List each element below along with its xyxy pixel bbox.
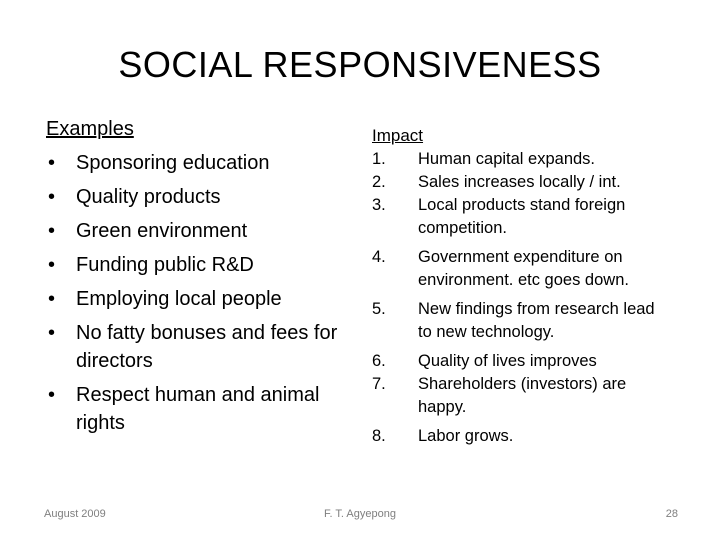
examples-column (46, 118, 356, 443)
item-text: Sales increases locally / int. (418, 173, 621, 191)
item-number: 6. (372, 352, 386, 370)
list-item (372, 246, 672, 292)
impact-heading: Impact (372, 126, 424, 145)
list-item (372, 373, 672, 419)
item-text: Quality of lives improves (418, 352, 597, 370)
list-item: • No fatty bonuses and fees for directors (46, 319, 356, 375)
bullet-icon: • (48, 322, 56, 344)
list-item: • Respect human and animal rights (46, 381, 356, 437)
item-text: Shareholders (investors) are happy. (418, 375, 627, 416)
item-number: 4. (372, 248, 386, 266)
examples-heading: Examples (46, 118, 134, 140)
list-item (372, 194, 672, 240)
item-number: 5. (372, 300, 386, 318)
item-number: 1. (372, 150, 386, 168)
item-text: Labor grows. (418, 427, 514, 445)
bullet-icon: • (48, 384, 56, 406)
item-number: 7. (372, 375, 386, 393)
slide-title: SOCIAL RESPONSIVENESS (118, 44, 602, 85)
item-text: Human capital expands. (418, 150, 596, 168)
impact-column (372, 126, 672, 448)
bullet-icon: • (48, 254, 56, 276)
item-text: Government expenditure on environment. etc goes down. (418, 248, 629, 289)
list-item: • Quality products (46, 183, 356, 211)
item-text: Local products stand foreign competition. (418, 196, 626, 237)
list-item (372, 148, 672, 171)
list-item: • Green environment (46, 217, 356, 245)
item-number: 8. (372, 427, 386, 445)
examples-list (46, 149, 356, 437)
bullet-icon: • (48, 288, 56, 310)
impact-list (372, 148, 672, 448)
list-item (372, 425, 672, 448)
item-number: 2. (372, 173, 386, 191)
list-item: • Employing local people (46, 285, 356, 313)
list-item (372, 171, 672, 194)
list-item: • Sponsoring education (46, 149, 356, 177)
item-text: New findings from research lead to new technology. (418, 300, 655, 341)
bullet-icon: • (48, 220, 56, 242)
footer-date: August 2009 (44, 508, 106, 520)
item-number: 3. (372, 196, 386, 214)
bullet-icon: • (48, 186, 56, 208)
footer-page-number: 28 (665, 508, 678, 520)
list-item (372, 298, 672, 344)
footer-author: F. T. Agyepong (324, 508, 396, 520)
list-item (372, 350, 672, 373)
list-item: • Funding public R&D (46, 251, 356, 279)
bullet-icon: • (48, 152, 56, 174)
